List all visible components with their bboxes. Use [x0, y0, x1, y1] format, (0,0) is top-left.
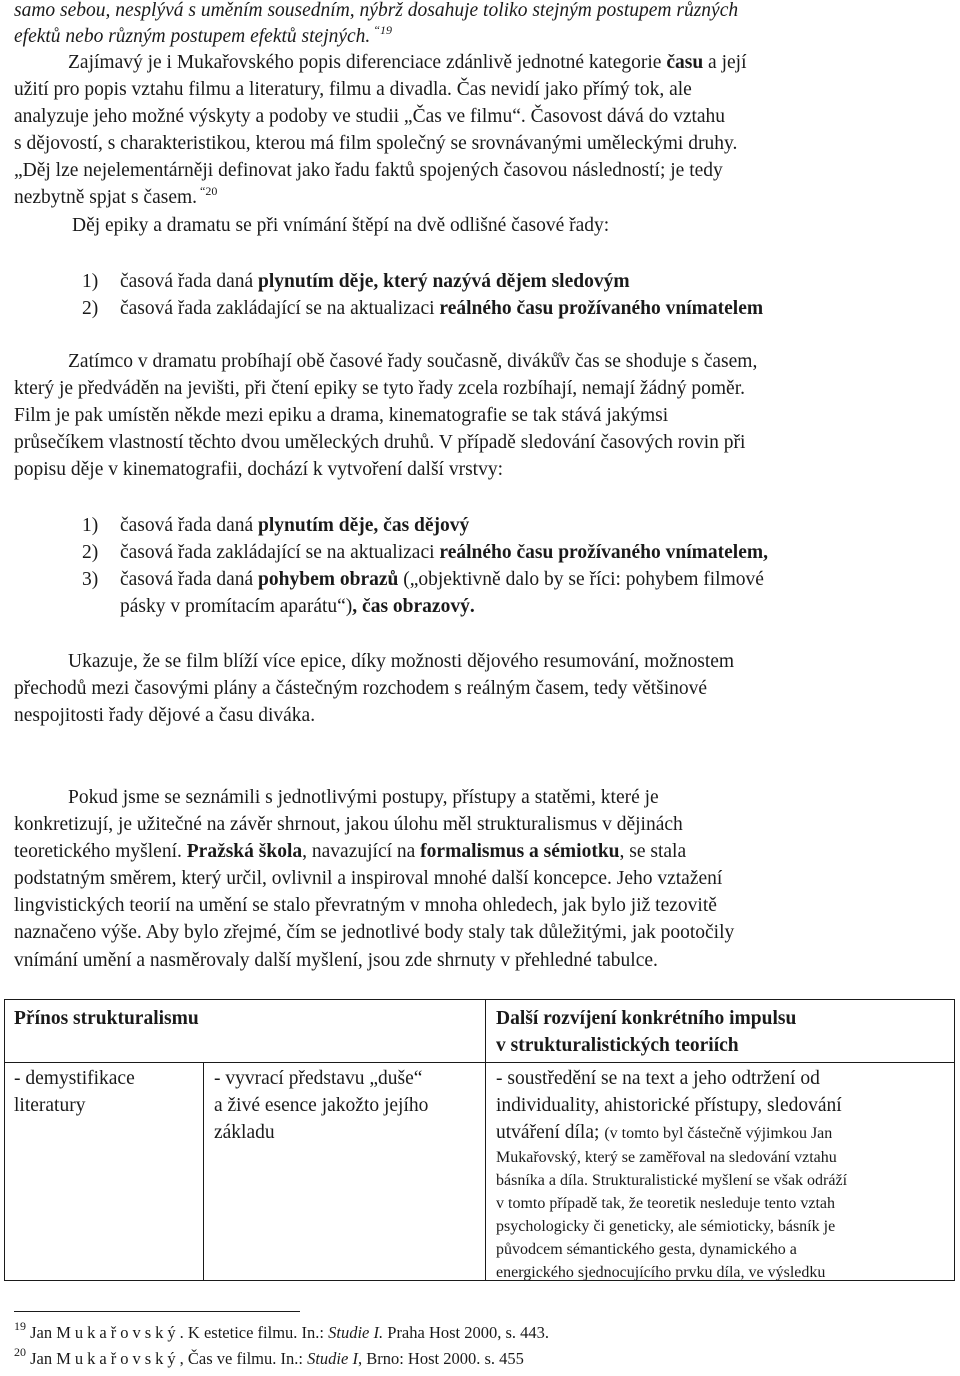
text-line: podstatným směrem, který určil, ovlivnil a inspiroval mnohé další koncepce. Jeho vztažení: [14, 868, 723, 889]
table-cell: a živé esence jakožto jejího: [214, 1095, 429, 1116]
table-cell: básníka a díla. Strukturalistické myšlení se však odráží: [496, 1172, 848, 1189]
text-line: samo sebou, nesplývá s uměním sousedním, nýbrž dosahuje toliko stejným postupem různých: [14, 0, 739, 21]
text-line: nespojitosti řady dějové a času diváka.: [14, 705, 316, 726]
footnote-ref: “20: [197, 184, 218, 198]
list-item-continuation: pásky v promítacím aparátu“), čas obrazový.: [120, 596, 475, 617]
text-line: konkretizují, je užitečné na závěr shrnout, jakou úlohu měl strukturalismus v dějinách: [14, 814, 683, 835]
text-line: popisu děje v kinematografii, dochází k vytvoření další vrstvy:: [14, 459, 504, 480]
text-line: Film je pak umístěn někde mezi epiku a drama, kinematografie se tak stává jakýmsi: [14, 405, 669, 426]
bold-term: času: [666, 52, 704, 73]
text-line: analyzuje jeho možné výskyty a podoby ve studii „Čas ve filmu“. Časovost dává do vztahu: [14, 106, 726, 127]
text-line: průsečíkem vlastností těchto dvou uměleckých druhů. V případě sledování časových rovin při: [14, 432, 746, 453]
table-cell: psychologicky či geneticky, ale sémioticky, básník je: [496, 1218, 836, 1235]
table-header-left: Přínos strukturalismu: [14, 1008, 199, 1029]
footnote-separator: [14, 1311, 300, 1312]
text-span: efektů nebo různým postupem efektů stejných.: [14, 26, 371, 47]
table-cell: literatury: [14, 1095, 86, 1116]
list-number: 1): [82, 515, 99, 536]
table-border: [4, 999, 955, 1000]
list-number: 2): [82, 542, 99, 563]
list-number: 1): [82, 271, 99, 292]
footnote-ref: “19: [370, 23, 392, 37]
table-border: [485, 999, 486, 1281]
table-border: [4, 1062, 955, 1063]
text-line: přechodů mezi časovými plány a částečným rozchodem s reálným časem, tedy většinové: [14, 678, 708, 699]
text-line: Děj epiky a dramatu se při vnímání štěpí na dvě odlišné časové řady:: [72, 215, 610, 236]
table-border: [203, 1062, 204, 1281]
text-line: vnímání umění a nasměrovaly další myšlení, jsou zde shrnuty v přehledné tabulce.: [14, 950, 658, 971]
text-line: naznačeno výše. Aby bylo zřejmé, čím se jednotlivé body staly tak důležitými, jak pootočily: [14, 922, 735, 943]
text-line: teoretického myšlení. Pražská škola, navazující na formalismus a sémiotku, se stala: [14, 841, 687, 862]
table-border: [954, 999, 955, 1281]
list-item: časová řada daná pohybem obrazů („objektivně dalo by se říci: pohybem filmové: [120, 569, 764, 590]
list-number: 2): [82, 298, 99, 319]
text-line: Ukazuje, že se film blíží více epice, díky možnosti dějového resumování, možnostem: [68, 651, 735, 672]
table-border: [4, 1280, 955, 1281]
table-cell: - soustředění se na text a jeho odtržení od: [496, 1068, 820, 1089]
table-header-right: Další rozvíjení konkrétního impulsu: [496, 1008, 797, 1029]
table-cell: původcem sémantického gesta, dynamického a: [496, 1241, 797, 1258]
table-cell: - vyvrací představu „duše“: [214, 1068, 423, 1089]
table-cell: základu: [214, 1122, 275, 1143]
table-border: [4, 999, 5, 1281]
table-cell: individuality, ahistorické přístupy, sledování: [496, 1095, 842, 1116]
table-cell: energického sjednocujícího prvku díla, ve výsledku: [496, 1264, 826, 1280]
list-number: 3): [82, 569, 99, 590]
footnote-19: $^{19}$ Jan Mukařovský. K estetice filmu. In.: Studie I. Praha Host 2000, s. 443.: [14, 1319, 550, 1342]
table-cell: v tomto případě tak, že teoretik nesleduje tento vztah: [496, 1195, 835, 1212]
text-line: Zatímco v dramatu probíhají obě časové řady současně, diváků̊v čas se shoduje s časem,: [68, 351, 758, 372]
table-cell: utváření díla; (v tomto byl částečně výjimkou Jan: [496, 1122, 833, 1143]
text-line: Pokud jsme se seznámili s jednotlivými postupy, přístupy a statěmi, které je: [68, 787, 659, 808]
text-line: užití pro popis vztahu filmu a literatury, filmu a divadla. Čas nevidí jako přímý tok, ale: [14, 79, 692, 100]
text-line: s dějovostí, s charakteristikou, kterou má film společný se srovnávanými uměleckými druhy.: [14, 133, 738, 154]
table-cell: Mukařovský, který se zaměřoval na sledování vztahu: [496, 1149, 837, 1166]
list-item: časová řada daná plynutím děje, který nazývá dějem sledovým: [120, 271, 630, 292]
table-header-right: v strukturalistických teoriích: [496, 1035, 739, 1056]
table-cell-overflow: [492, 1125, 952, 1280]
text-line: který je předváděn na jevišti, při čtení epiky se tyto řady zcela rozbíhají, nemají žádný poměr.: [14, 378, 745, 399]
table-cell: - demystifikace: [14, 1068, 135, 1089]
text-line: nezbytně spjat s časem. $^{“20}$: [14, 184, 218, 208]
text-line: lingvistických teorií na umění se stalo převratným v mnoha ohledech, jak bylo již tezovitě: [14, 895, 717, 916]
list-item: časová řada zakládající se na aktualizaci reálného času prožívaného vnímatelem: [120, 298, 764, 319]
text-line: „Děj lze nejelementárněji definovat jako řadu faktů spojených časovou následností; je tedy: [14, 160, 723, 181]
list-item: časová řada zakládající se na aktualizaci reálného času prožívaného vnímatelem,: [120, 542, 769, 563]
text-line: Zajímavý je i Mukařovského popis diferenciace zdánlivě jednotné kategorie času a její: [68, 52, 747, 73]
footnote-20: $^{20}$ Jan Mukařovský, Čas ve filmu. In.: Studie I, Brno: Host 2000. s. 455: [14, 1345, 524, 1368]
text-line: [14, 24, 392, 50]
list-item: časová řada daná plynutím děje, čas dějový: [120, 515, 470, 536]
